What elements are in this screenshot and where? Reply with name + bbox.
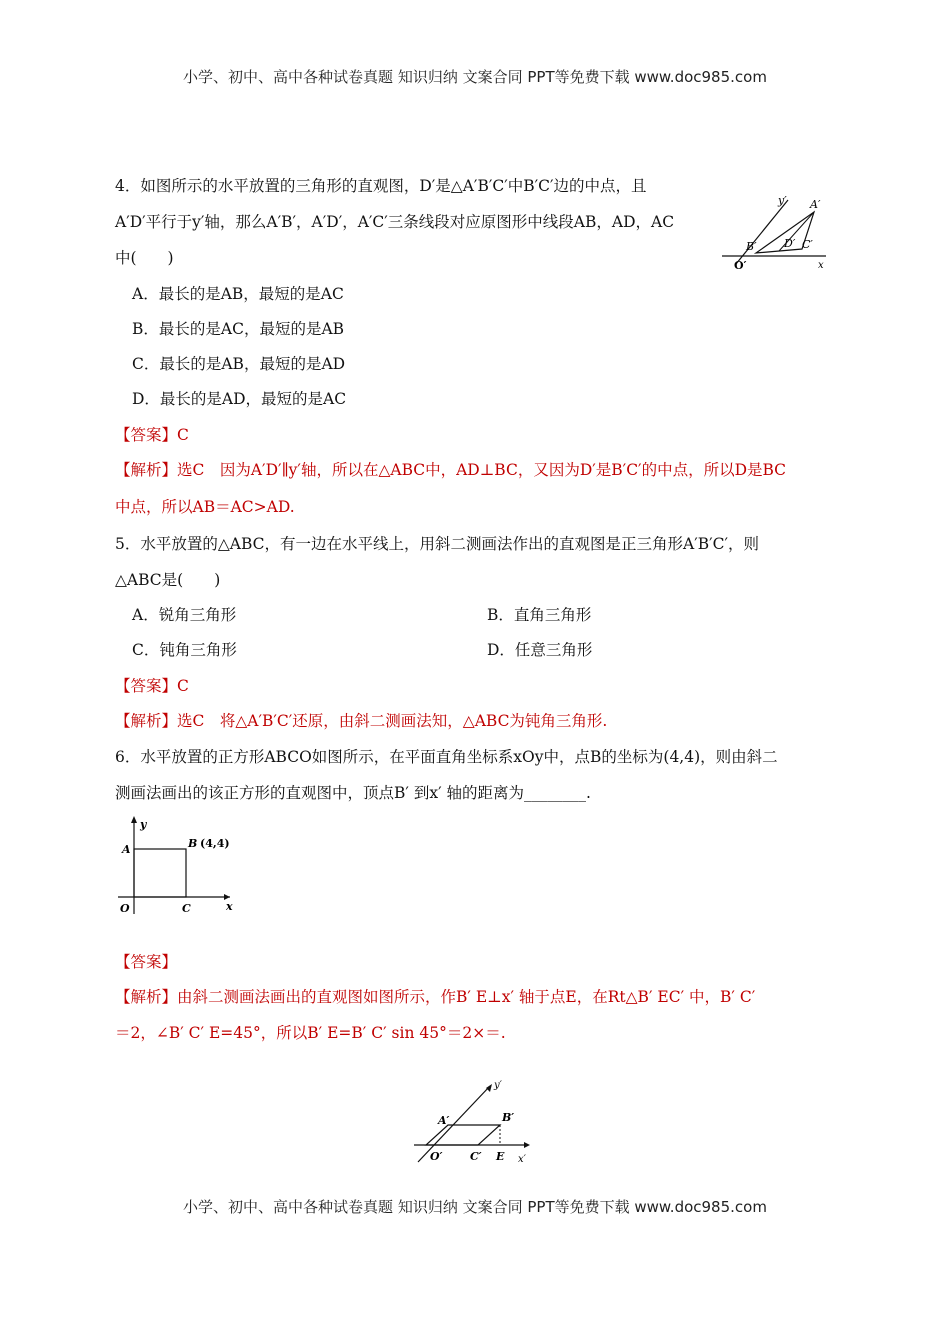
fig4-label-b: B′ — [746, 240, 757, 253]
fig6b-label-b: B′ — [502, 1111, 515, 1124]
q5-option-a: A．锐角三角形 — [132, 606, 237, 624]
fig4-label-c: C′ — [802, 238, 813, 251]
fig6b-label-x: x′ — [518, 1154, 526, 1165]
page-header: 小学、初中、高中各种试卷真题 知识归纳 文案合同 PPT等免费下载 www.doc985.com — [183, 68, 767, 86]
fig6-label-b-coords: (4,4) — [200, 837, 230, 850]
q6-answer: 【答案】 — [115, 953, 178, 971]
q4-figure — [718, 190, 838, 272]
q6-analysis-line2: ＝2，∠B′ C′ E=45°，所以B′ E=B′ C′ sin 45°＝2×＝. — [115, 1024, 506, 1042]
q6-analysis-line1: 【解析】由斜二测画法画出的直观图如图所示，作B′ E⊥x′ 轴于点E，在Rt△B′ EC′ 中，B′ C′ — [115, 988, 756, 1006]
fig4-label-a: A′ — [810, 198, 821, 211]
q6-figure — [112, 814, 242, 918]
q4-option-d: D．最长的是AD，最短的是AC — [132, 390, 347, 408]
q6-figure-oblique — [410, 1078, 540, 1166]
q5-analysis: 【解析】选C 将△A′B′C′还原，由斜二测画法知，△ABC为钝角三角形. — [115, 712, 608, 730]
fig6-label-b: B — [188, 837, 198, 850]
fig6-label-a: A — [122, 843, 131, 856]
fig4-label-y: y′ — [778, 194, 787, 207]
q5-stem-line1: 5．水平放置的△ABC，有一边在水平线上，用斜二测画法作出的直观图是正三角形A′B′C′，则 — [115, 535, 760, 553]
fig6b-label-y: y′ — [494, 1080, 502, 1091]
q5-stem-line2: △ABC是( ) — [115, 571, 221, 589]
fig6-label-o: O — [120, 902, 130, 915]
q4-option-c: C．最长的是AB，最短的是AD — [132, 355, 346, 373]
q6-stem-line2: 测画法画出的该正方形的直观图中，顶点B′ 到x′ 轴的距离为________. — [115, 784, 591, 802]
fig6-label-x: x — [226, 900, 233, 913]
q5-option-c: C．钝角三角形 — [132, 641, 237, 659]
q4-stem-line3: 中( ) — [115, 249, 174, 267]
q4-option-a: A．最长的是AB，最短的是AC — [132, 285, 344, 303]
q6-stem-line1: 6．水平放置的正方形ABCO如图所示，在平面直角坐标系xOy中，点B的坐标为(4,4)，则由斜二 — [115, 748, 778, 766]
q4-answer: 【答案】C — [115, 426, 189, 444]
fig6b-label-e: E — [496, 1150, 505, 1163]
fig6-label-y: y — [140, 818, 147, 831]
q4-analysis-line2: 中点，所以AB＝AC>AD. — [115, 498, 295, 516]
page-footer: 小学、初中、高中各种试卷真题 知识归纳 文案合同 PPT等免费下载 www.doc985.com — [183, 1198, 767, 1216]
fig6b-label-o: O′ — [430, 1150, 443, 1163]
fig6b-label-c: C′ — [470, 1150, 482, 1163]
fig4-label-o: O′ — [734, 259, 747, 272]
fig6-label-c: C — [182, 902, 191, 915]
fig4-label-x: x — [818, 260, 824, 271]
q5-option-b: B．直角三角形 — [487, 606, 592, 624]
q5-answer: 【答案】C — [115, 677, 189, 695]
q4-stem-line2: A′D′平行于y′轴，那么A′B′，A′D′，A′C′三条线段对应原图形中线段AB，AD，AC — [115, 213, 675, 231]
q5-option-d: D．任意三角形 — [487, 641, 593, 659]
q4-analysis-line1: 【解析】选C 因为A′D′∥y′轴，所以在△ABC中，AD⊥BC，又因为D′是B′C′的中点，所以D是BC — [115, 461, 787, 479]
q4-stem-line1: 4．如图所示的水平放置的三角形的直观图，D′是△A′B′C′中B′C′边的中点，且 — [115, 177, 647, 195]
q4-option-b: B．最长的是AC，最短的是AB — [132, 320, 345, 338]
fig4-label-d: D′ — [784, 237, 796, 250]
fig6b-label-a: A′ — [438, 1114, 450, 1127]
